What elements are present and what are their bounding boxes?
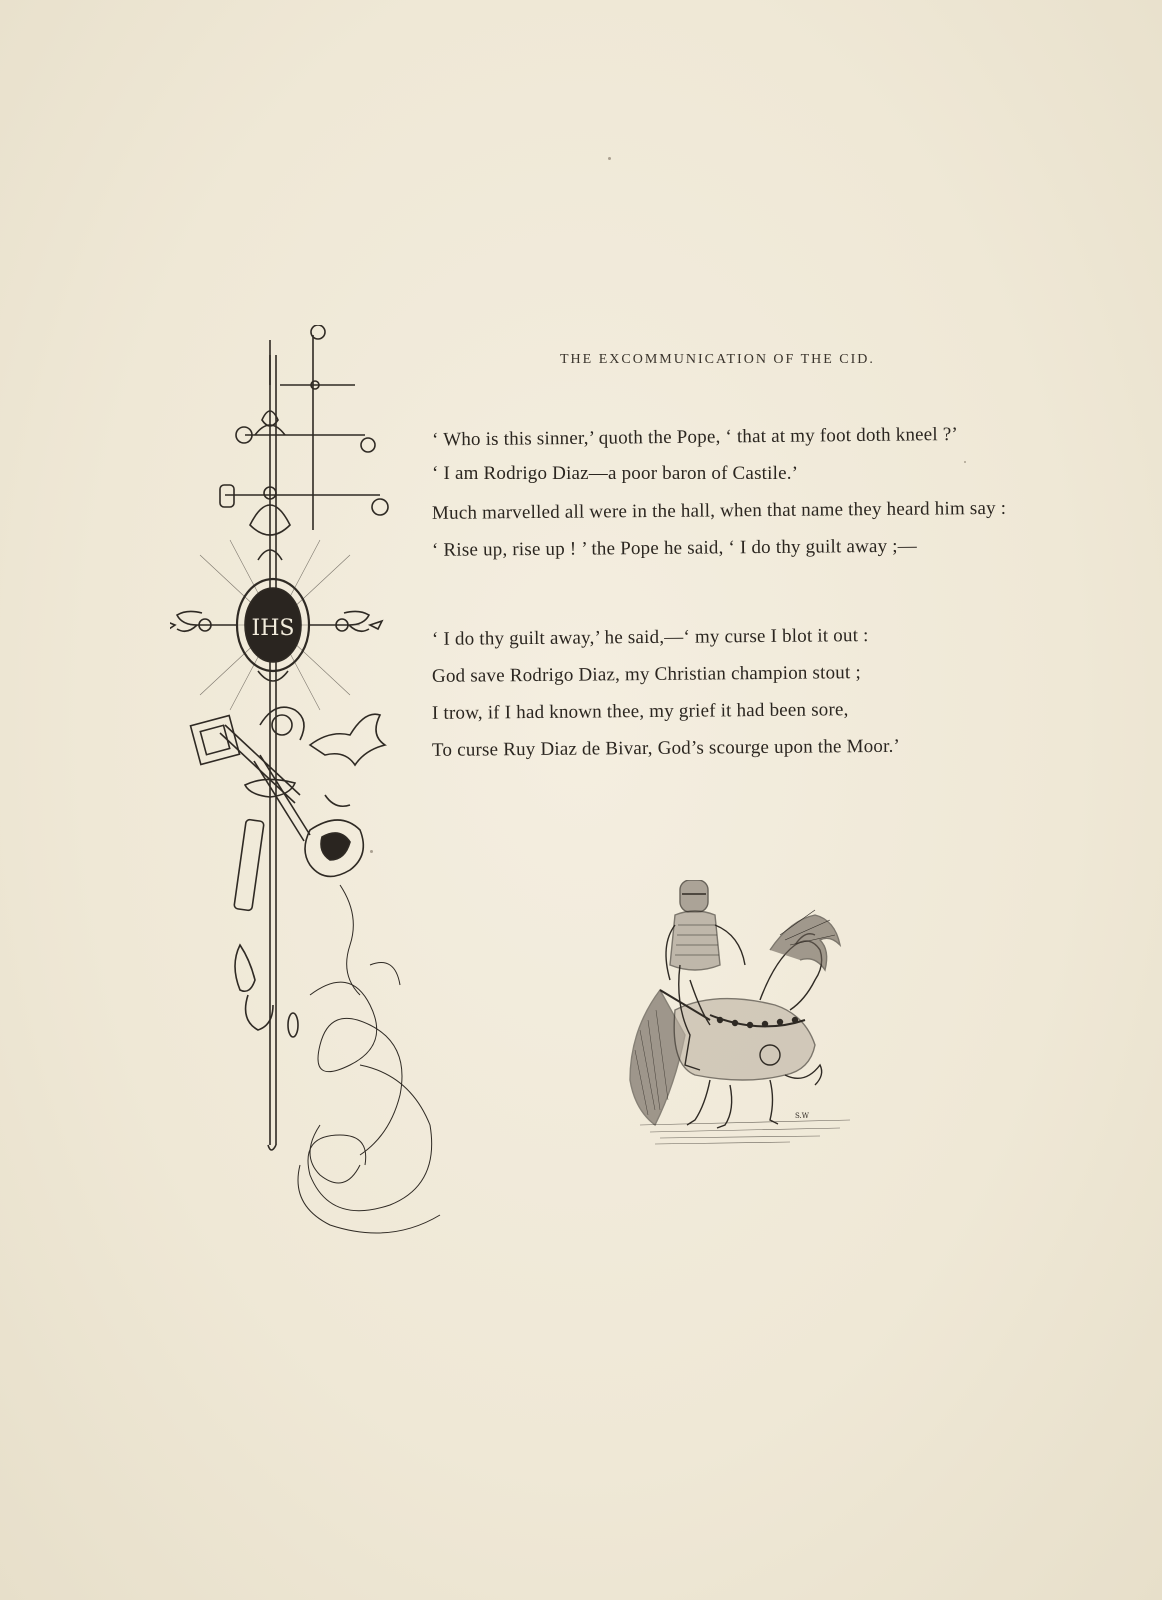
papal-cross-keys-ornament-icon — [170, 325, 460, 1275]
engraver-signature: S.W — [795, 1112, 809, 1120]
armored-knight-on-horse-icon — [620, 880, 860, 1165]
paper-speck — [964, 461, 966, 463]
verse-line: ‘ I do thy guilt away,’ he said,—‘ my curse I blot it out : — [431, 625, 869, 650]
paper-speck — [608, 157, 611, 160]
verse-line: God save Rodrigo Diaz, my Christian champion stout ; — [431, 662, 861, 687]
running-title: THE EXCOMMUNICATION OF THE CID. — [560, 352, 875, 367]
stanza-2 — [432, 618, 1092, 766]
verse-line: I trow, if I had known thee, my grief it had been sore, — [431, 699, 849, 724]
ihs-monogram: IHS — [251, 616, 295, 641]
paper-speck — [370, 850, 373, 853]
verse-line: To curse Ruy Diaz de Bivar, God’s scourge upon the Moor.’ — [431, 735, 901, 761]
verse-line: ‘ Who is this sinner,’ quoth the Pope, ‘ that at my foot doth kneel ?’ — [431, 423, 959, 451]
verse-line: Much marvelled all were in the hall, when that name they heard him say : — [431, 497, 1007, 524]
verse-line: ‘ Rise up, rise up ! ’ the Pope he said, ‘ I do thy guilt away ;— — [431, 535, 918, 561]
stanza-1 — [432, 418, 1092, 566]
verse-line: ‘ I am Rodrigo Diaz—a poor baron of Castile.’ — [432, 463, 799, 484]
